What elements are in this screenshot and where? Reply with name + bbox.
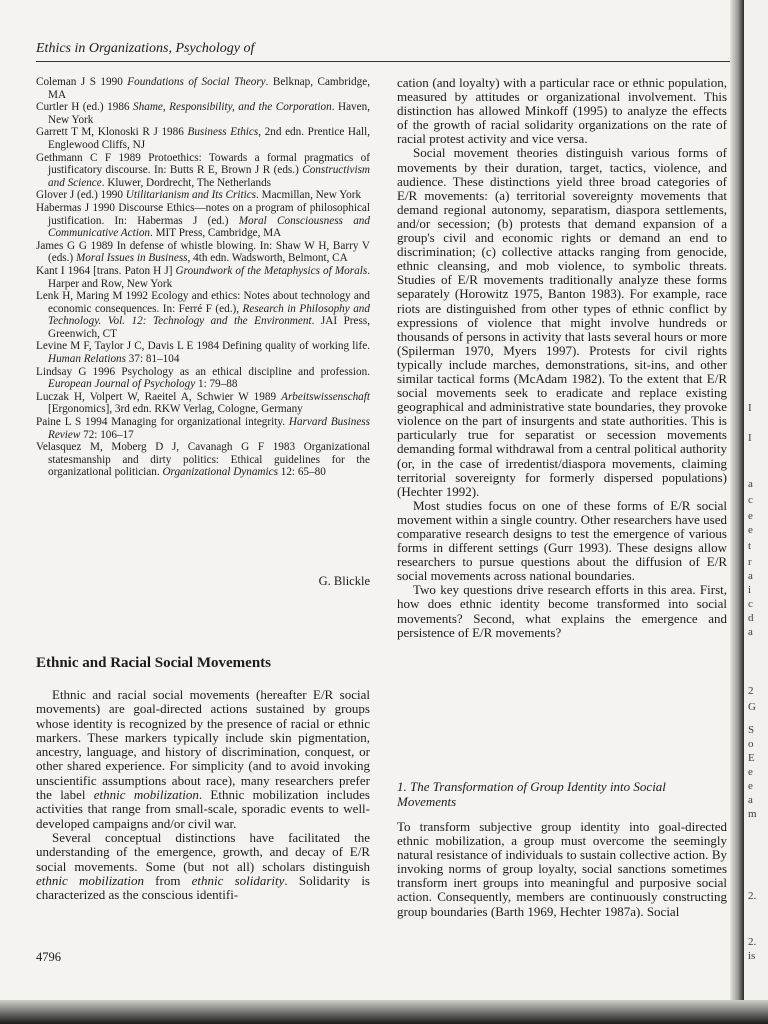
- text-fragment: i: [748, 584, 752, 596]
- text-fragment: e: [748, 766, 753, 778]
- text-fragment: m: [748, 808, 757, 820]
- text-fragment: e: [748, 524, 753, 536]
- paragraph: Ethnic and racial social movements (hereafter E/R social movements) are goal-directed actions sustained by groups whose identity is recognized by the presence of racial or ethnic markers. These markers typically include skin pigmentation, ancestry, language, and history of discrimination, conquest, or other shared experience. For simplicity (and to avoid invoking unscientific assumptions about race), many researchers prefer the label ethnic mobilization. Ethnic mobilization includes activities that range from small-scale, sporadic events to well-developed campaigns and/or civil war.: [36, 687, 370, 831]
- reference-entry: Lenk H, Maring M 1992 Ecology and ethics: Notes about technology and economic consequences. In: Ferré F (ed.), Research in Philosophy and Technology. Vol. 12: Technology and the Environment. JAI Press, Greenwich, CT: [36, 290, 371, 340]
- text-fragment: a: [748, 626, 753, 638]
- page-bottom-shadow: [0, 1000, 768, 1024]
- text-fragment: S: [748, 724, 755, 736]
- paragraph: Social movement theories distinguish various forms of movements by their duration, target, tactics, violence, and audience. These distinctions yield three broad categories of E/R movements: (a) territorial sovereignty movements that demand regional autonomy, separatism, diaspora settlements, and/or secession; (b) protests that demand expansion of a group's civil and economic rights or demand an end to discrimination; (c) collective attacks ranging from genocide, ethnic cleansing, and mob violence, to symbolic threats. Studies of E/R movements traditionally analyze these forms separately (Horowitz 1975, Banton 1983). For example, race riots are distinguished from other types of ethnic conflict by expressions of violence that might involve hundreds or thousands of persons in activity that lasts several hours or more (Spilerman 1970, Myers 1997). Protests for civil rights typically include marches, demonstrations, sit-ins, and other similar tactical forms (McAdam 1982). To the extent that E/R social movements seek to eradicate and replace existing geographical and administrative state boundaries, they provoke violence on the part of insurgents and state authorities. This is particularly true for separatist or secession movements demanding formal withdrawal from a central political authority (or, in the case of irredentist/diaspora movements, claiming territorial sovereignty for formerly dispersed populations) (Hechter 1992).: [397, 145, 727, 499]
- reference-entry: James G G 1989 In defense of whistle blowing. In: Shaw W H, Barry V (eds.) Moral Issues in Business, 4th edn. Wadsworth, Belmont, CA: [36, 239, 370, 265]
- reference-entry: Paine L S 1994 Managing for organizational integrity. Harvard Business Review 72: 106–17: [36, 416, 370, 441]
- paragraph: Most studies focus on one of these forms of E/R social movement within a single country. Other researchers have used comparative research designs to test the emergence of various forms in different settings (Gurr 1993). These designs allow researchers to pursue questions about the diffusion of E/R social movements across national boundaries.: [397, 497, 727, 584]
- reference-entry: Lindsay G 1996 Psychology as an ethical discipline and profession. European Journal of Psychology 1: 79–88: [36, 365, 370, 391]
- section-body-left: [36, 688, 370, 902]
- reference-entry: Garrett T M, Klonoski R J 1986 Business Ethics, 2nd edn. Prentice Hall, Englewood Cliffs, NJ: [36, 126, 370, 151]
- text-fragment: e: [748, 510, 753, 522]
- paragraph: cation (and loyalty) with a particular race or ethnic population, measured by attitudes or organizational involvement. This distinction has allowed Minkoff (1995) to analyze the effects of the growth of racial solidarity organizations on the rate of racial protest activity and vice versa.: [397, 75, 727, 147]
- text-fragment: G: [748, 701, 756, 713]
- subsection-body: [397, 820, 727, 919]
- text-fragment: o: [748, 738, 754, 750]
- paragraph: Two key questions drive research efforts in this area. First, how does ethnic identity become transformed into social movements? Second, what explains the emergence and persistence of E/R movements?: [397, 582, 727, 640]
- book-spine-shadow: [730, 0, 744, 1024]
- text-fragment: I: [748, 432, 752, 444]
- section-body-right: [397, 76, 727, 640]
- text-fragment: 2: [748, 685, 754, 697]
- running-header: Ethics in Organizations, Psychology of: [36, 41, 255, 56]
- reference-entry: Gethmann C F 1989 Protoethics: Towards a formal pragmatics of justificatory discourse. In: Butts R E, Brown J R (eds.) Constructivism and Science. Kluwer, Dordrecht, The Netherlands: [36, 151, 370, 189]
- section-title: Ethnic and Racial Social Movements: [36, 655, 271, 671]
- paragraph: To transform subjective group identity into goal-directed ethnic mobilization, a group must overcome the seemingly natural resistance of individuals to sustain collective action. By invoking norms of group loyalty, social sanctions sometimes transform inert groups into meaningful and purposive social action. Consequently, members are continuously constructing group boundaries (Barth 1969, Hechter 1987a). Social: [397, 819, 727, 919]
- reference-entry: Kant I 1964 [trans. Paton H J] Groundwork of the Metaphysics of Morals. Harper and Row, New York: [36, 264, 370, 290]
- text-fragment: I: [748, 402, 752, 414]
- subsection-heading: 1. The Transformation of Group Identity into Social Movements: [397, 779, 666, 809]
- reference-entry: Coleman J S 1990 Foundations of Social Theory. Belknap, Cambridge, MA: [36, 76, 371, 101]
- text-fragment: c: [748, 598, 753, 610]
- text-fragment: t: [748, 540, 752, 552]
- page-number: 4796: [36, 950, 61, 964]
- author-signature: G. Blickle: [318, 574, 370, 588]
- reference-list: [36, 76, 370, 479]
- text-fragment: r: [748, 556, 752, 568]
- text-fragment: d: [748, 612, 754, 624]
- paragraph: Several conceptual distinctions have facilitated the understanding of the emergence, growth, and decay of E/R social movements. Some (but not all) scholars distinguish ethnic mobilization from ethnic solidarity. Solidarity is characterized as the conscious identifi-: [36, 829, 370, 903]
- reference-entry: Habermas J 1990 Discourse Ethics—notes on a program of philosophical justification. In: Habermas J (ed.) Moral Consciousness and Communicative Action. MIT Press, Cambridge, MA: [36, 201, 370, 240]
- adjacent-page-edge: [744, 0, 768, 1024]
- text-fragment: 2.: [748, 936, 757, 948]
- text-fragment: a: [748, 794, 753, 806]
- text-fragment: a: [748, 570, 753, 582]
- text-fragment: a: [748, 478, 753, 490]
- reference-entry: Glover J (ed.) 1990 Utilitarianism and Its Critics. Macmillan, New York: [36, 189, 362, 202]
- reference-entry: Velasquez M, Moberg D J, Cavanagh G F 1983 Organizational statesmanship and dirty politics: Ethical guidelines for the organizational politician. Organizational Dynamics 12: 65–80: [36, 441, 370, 479]
- reference-entry: Levine M F, Taylor J C, Davis L E 1984 Defining quality of working life. Human Relations 37: 81–104: [36, 340, 370, 366]
- reference-entry: Luczak H, Volpert W, Raeitel A, Schwier W 1989 Arbeitswissenschaft [Ergonomics], 3rd edn. RKW Verlag, Cologne, Germany: [36, 390, 370, 416]
- header-rule: [36, 61, 736, 62]
- subsection-heading-wrap: [397, 779, 727, 809]
- text-fragment: 2.: [748, 890, 757, 902]
- text-fragment: e: [748, 780, 753, 792]
- text-fragment: c: [748, 494, 753, 506]
- text-fragment: is: [748, 950, 756, 962]
- text-fragment: E: [748, 752, 755, 764]
- reference-entry: Curtler H (ed.) 1986 Shame, Responsibility, and the Corporation. Haven, New York: [36, 101, 371, 126]
